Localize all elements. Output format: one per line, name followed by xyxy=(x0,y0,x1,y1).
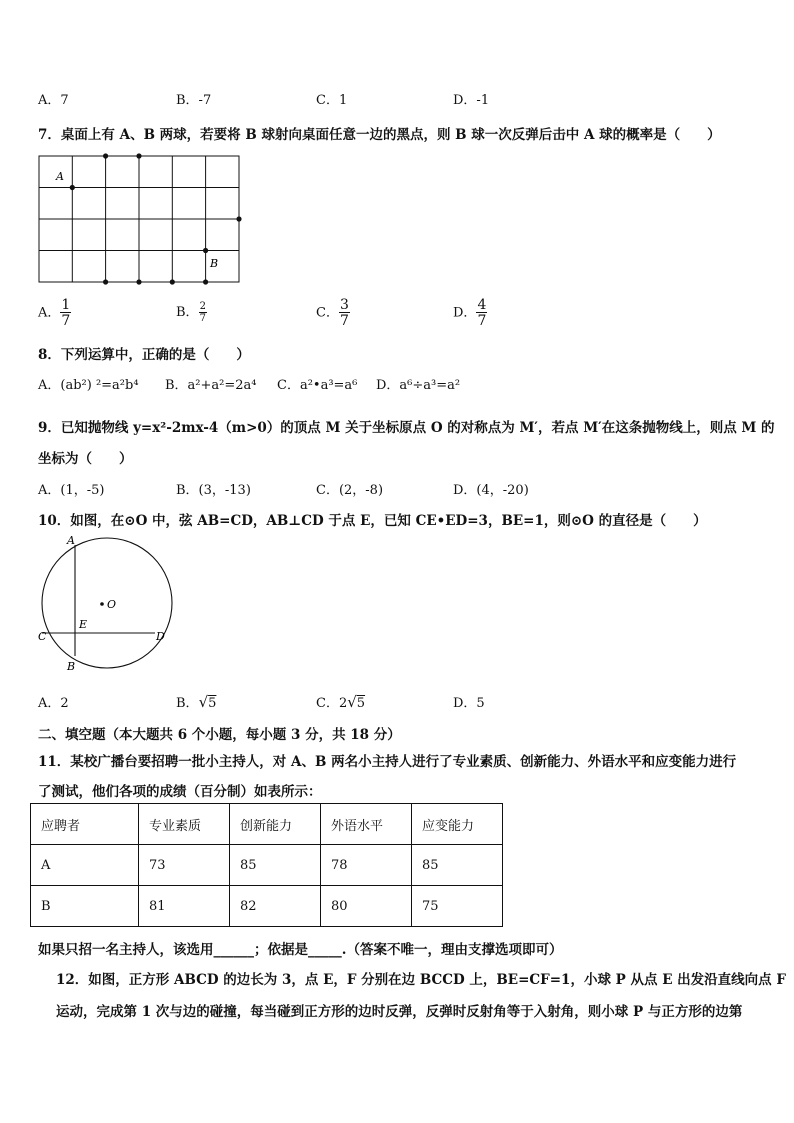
section-heading: 二、填空题（本大题共 6 个小题，每小题 3 分，共 18 分） xyxy=(38,727,401,743)
q9-option-c: C．(2，-8) xyxy=(316,483,384,498)
header-cell: 应变能力 xyxy=(412,804,503,845)
table-row xyxy=(31,886,503,927)
q9-stem-line2: 坐标为（ ） xyxy=(38,451,133,467)
table-cell: 78 xyxy=(321,845,412,886)
q9-option-b: B．(3，-13) xyxy=(176,483,251,498)
header-cell: 专业素质 xyxy=(139,804,230,845)
q6-option-a: A．7 xyxy=(38,93,69,108)
q10-stem: 10．如图，在⊙O 中，弦 AB=CD，AB⊥CD 于点 E，已知 CE•ED=3，BE=1，则⊙O 的直径是（ ） xyxy=(38,513,707,529)
q10-option-c: C．2√5 xyxy=(316,693,366,711)
table-cell: 73 xyxy=(139,845,230,886)
q10-option-b: B．√5 xyxy=(176,693,217,711)
q10-option-a: A．2 xyxy=(38,696,69,711)
table-cell: 81 xyxy=(139,886,230,927)
table-cell: A xyxy=(31,845,139,886)
q9-stem-line1: 9．已知抛物线 y=x²-2mx-4（m>0）的顶点 M 关于坐标原点 O 的对称点为 M′，若点 M′在这条抛物线上，则点 M 的 xyxy=(38,420,775,436)
label-a: A xyxy=(56,170,64,183)
q7-option-d: D． $\frac{4}{7}$ xyxy=(453,297,487,329)
table-cell: 85 xyxy=(230,845,321,886)
q7-option-a: A． $\frac{1}{7}$ xyxy=(38,297,71,329)
table-cell: B xyxy=(31,886,139,927)
label-a: A xyxy=(67,534,75,547)
q11-answer-line: 如果只招一名主持人，该选用______；依据是_____.（答案不唯一，理由支撑选项即可） xyxy=(38,942,563,958)
table-row xyxy=(31,845,503,886)
q8-option-b: B．a²+a²=2a⁴ xyxy=(165,378,257,393)
q9-option-a: A．(1，-5) xyxy=(38,483,105,498)
center-point xyxy=(100,602,104,606)
table-cell: 85 xyxy=(412,845,503,886)
ball-a xyxy=(70,185,75,190)
table-header-row xyxy=(31,804,503,845)
header-cell: 应聘者 xyxy=(31,804,139,845)
q11-line1: 11．某校广播台要招聘一批小主持人，对 A、B 两名小主持人进行了专业素质、创新能力、外语水平和应变能力进行 xyxy=(38,754,737,770)
q6-option-d: D．-1 xyxy=(453,93,490,108)
q6-option-c: C．1 xyxy=(316,93,348,108)
label-d: D xyxy=(156,630,165,643)
label-e: E xyxy=(79,618,88,631)
label-c: C xyxy=(38,630,47,643)
label-b: B xyxy=(67,660,76,673)
label-o: O xyxy=(107,598,117,611)
q8-option-d: D．a⁶÷a³=a² xyxy=(376,378,461,393)
q7-grid-figure xyxy=(36,150,246,290)
header-cell: 外语水平 xyxy=(321,804,412,845)
ball-b xyxy=(203,248,208,253)
q9-option-d: D．(4，-20) xyxy=(453,483,529,498)
q10-circle-figure xyxy=(34,530,180,678)
q8-option-a: A．(ab²) ²=a²b⁴ xyxy=(38,378,139,393)
table-cell: 75 xyxy=(412,886,503,927)
q6-option-b: B．-7 xyxy=(176,93,212,108)
q7-option-c: C． $\frac{3}{7}$ xyxy=(316,297,349,329)
score-table xyxy=(30,803,503,927)
q12-line2: 运动，完成第 1 次与边的碰撞，每当碰到正方形的边时反弹，反弹时反射角等于入射角，则小球 P 与正方形的边第 xyxy=(56,1004,743,1020)
q12-line1: 12．如图，正方形 ABCD 的边长为 3，点 E，F 分别在边 BCCD 上，BE=CF=1，小球 P 从点 E 出发沿直线向点 F xyxy=(56,972,786,988)
q11-line2: 了测试，他们各项的成绩（百分制）如表所示： xyxy=(38,784,322,800)
q8-option-c: C．a²•a³=a⁶ xyxy=(277,378,358,393)
table-cell: 82 xyxy=(230,886,321,927)
header-cell: 创新能力 xyxy=(230,804,321,845)
table-cell: 80 xyxy=(321,886,412,927)
q7-option-b: B． $\frac{2}{7}$ xyxy=(176,300,206,324)
q7-stem: 7．桌面上有 A、B 两球，若要将 B 球射向桌面任意一边的黑点，则 B 球一次反弹后击中 A 球的概率是（ ） xyxy=(38,127,721,143)
grid-lines xyxy=(39,156,239,282)
label-b: B xyxy=(210,257,219,270)
q10-option-d: D．5 xyxy=(453,696,485,711)
q8-stem: 8．下列运算中，正确的是（ ） xyxy=(38,347,250,363)
